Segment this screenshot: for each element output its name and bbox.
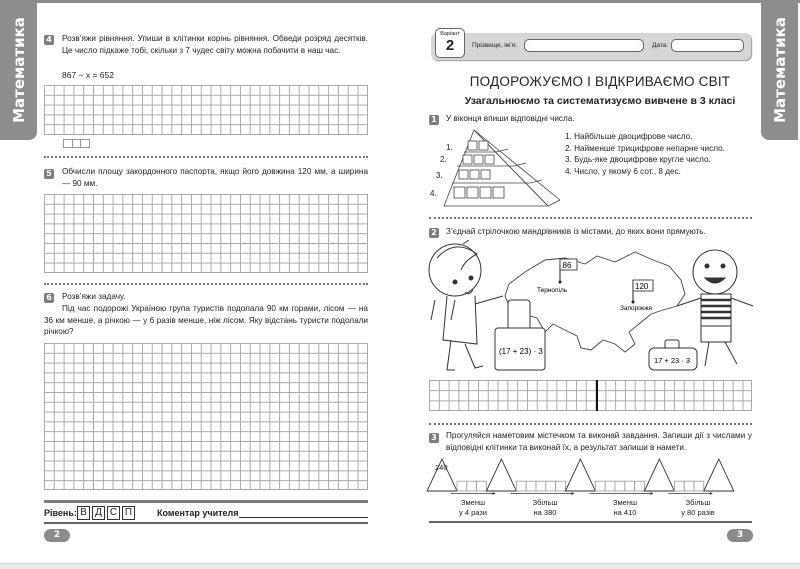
page-number: 2 [44,529,70,542]
task5-text: Обчисли площу закордонного паспорта, якщо його довжина 120 мм, а ширина — 90 мм. [62,167,368,188]
pyramid-level-label: 4. [430,189,437,198]
footer-rule [429,521,752,523]
operation-cell[interactable] [625,481,635,491]
tent-start-value: 240 [435,463,448,472]
variant-label: Варіант [440,31,460,37]
divider [429,423,752,425]
city-name: Тернопіль [537,287,568,294]
pyramid-answer-cell[interactable] [467,187,478,198]
name-field[interactable] [524,39,644,52]
footer-rule [44,500,368,503]
pyramid-answer-cell[interactable] [480,187,491,198]
pyramid-level-label: 2. [440,155,447,164]
subject-tab-label: Математика [770,17,789,123]
teacher-comment-field[interactable] [239,517,368,518]
step-op: Збільш [532,498,558,507]
pyramid-diagram [430,128,560,210]
arrow-head-icon [571,492,574,495]
divider [44,156,368,158]
grid-divider [596,380,598,411]
step-label [600,498,650,517]
task6-answer-grid[interactable] [44,343,368,490]
city-value: 86 [562,261,572,270]
left-page [0,0,400,564]
step-label [673,498,723,517]
task4-equation: 867 − x = 652 [62,70,114,80]
task4-answer-grid[interactable] [44,85,368,135]
pyramid-answer-cell[interactable] [493,187,504,198]
subject-tab-label: Математика [9,17,28,123]
task4-text: Розв’яжи рівняння. Упиши в клітинки корінь рівняння. Обведи розряд десятків. Це число підкаже тобі, скільки з 7 чудес світу можна побачити в наш час. [62,34,368,55]
tent-result-box[interactable] [704,459,734,491]
step-arg: на 380 [533,507,557,517]
subject-tab-left [0,0,37,140]
pyramid-answer-cell[interactable] [459,170,468,179]
pyramid-level-label: 3. [436,171,443,180]
step-label [448,498,498,517]
page-number: 3 [727,529,753,542]
operation-cell[interactable] [546,481,556,491]
task1-item: 3. Будь-яке двоцифрове кругле число. [565,155,711,164]
task2-text: З’єднай стрілочкою мандрівників із містами, до яких вони прямують. [446,227,706,236]
date-field[interactable] [671,39,744,52]
date-label: Дата: [652,42,669,49]
operation-cell[interactable] [635,481,645,491]
city-value: 120 [635,282,649,291]
tent-result-box[interactable] [644,459,674,491]
suitcase-right-illustration [649,340,697,370]
pyramid-answer-cell[interactable] [474,155,483,164]
operation-cell[interactable] [536,481,546,491]
task-number-badge: 3 [429,433,439,443]
tent-chain-diagram [425,455,760,495]
task6-title: Розв’яжи задачу. [62,292,126,301]
arrow-head-icon [492,492,495,495]
operation-cell[interactable] [467,481,477,491]
pyramid-level-label: 1. [446,143,453,152]
arrow-head-icon [710,492,713,495]
name-label: Прізвище, ім’я: [472,42,517,49]
arrow-head-icon [650,492,653,495]
subject-tab-right [761,0,798,140]
level-option-p[interactable]: П [122,506,135,520]
task1-item: 1. Найбільше двоцифрове число. [565,132,693,141]
task6-text: Під час подорожі Україною група туристів подолала 90 км горами, лісом — на 36 км менше, а річкою — у 6 разів менше, ніж лісом. Яку відстань туристи подолали річкою? [44,304,368,336]
step-op: Зменш [460,498,486,507]
operation-cell[interactable] [556,481,566,491]
page-subtitle: Узагальнюємо та систематизуємо вивчене в 3 класі [464,95,736,107]
step-arg: у 4 рази [459,507,487,517]
suitcase-expression: (17 + 23) · 3 [499,347,543,356]
pyramid-answer-cell[interactable] [463,155,472,164]
step-arg: у 80 разів [681,507,715,517]
task-number-badge: 6 [44,293,54,303]
tent-result-box[interactable] [486,459,516,491]
girl-traveler-illustration [429,240,503,370]
operation-cell[interactable] [674,481,684,491]
task2-answer-grid[interactable] [429,380,752,411]
travelers-map-illustration [425,240,760,375]
operation-cell[interactable] [516,481,526,491]
level-option-s[interactable]: С [107,506,120,520]
tent-result-box[interactable] [565,459,595,491]
operation-cell[interactable] [526,481,536,491]
answer-cell[interactable] [80,139,90,148]
operation-cell[interactable] [477,481,487,491]
level-option-d[interactable]: Д [92,506,105,520]
task1-item: 4. Число, у якому 6 сот., 8 дес. [565,166,681,176]
operation-cell[interactable] [684,481,694,491]
task-number-badge: 4 [44,35,54,45]
suitcase-left-illustration [495,300,545,370]
pyramid-answer-cell[interactable] [481,170,490,179]
variant-number: 2 [445,37,455,54]
step-label [520,498,570,517]
pyramid-answer-cell[interactable] [468,141,477,150]
task1-items [565,131,725,177]
task-number-badge: 2 [429,228,439,238]
step-op: Зменш [612,498,638,507]
operation-cell[interactable] [605,481,615,491]
divider [44,283,368,285]
operation-cell[interactable] [615,481,625,491]
pyramid-answer-cell[interactable] [470,170,479,179]
step-op: Збільш [685,498,711,507]
level-option-v[interactable]: В [77,506,90,520]
right-page [400,0,800,564]
task-number-badge: 1 [429,115,439,125]
task-number-badge: 5 [44,169,54,179]
suitcase-expression: 17 + 23 · 3 [654,356,691,365]
footer-rule [44,522,368,524]
divider [429,217,752,219]
operation-cell[interactable] [694,481,704,491]
task4-root-cells[interactable] [63,139,89,148]
pyramid-answer-cell[interactable] [454,187,465,198]
operation-cell[interactable] [457,481,467,491]
task1-item: 2. Найменше трицифрове непарне число. [565,143,725,153]
pyramid-answer-cell[interactable] [485,155,494,164]
task3-text: Прогуляйся наметовим містечком та виконай завдання. Запиши дії з числами у відповідні клітинки та виконай їх, а результат запиши в намети. [446,431,752,452]
variant-badge [435,28,465,58]
task1-text: У віконця впиши відповідні числа. [446,114,575,123]
operation-cell[interactable] [595,481,605,491]
task5-answer-grid[interactable] [44,194,368,273]
city-name: Запоріжжя [620,305,652,312]
level-label: Рівень: [44,508,77,518]
page-title: ПОДОРОЖУЄМО І ВІДКРИВАЄМО СВІТ [469,74,731,89]
step-arg: на 410 [613,507,637,517]
pyramid-answer-cell[interactable] [479,141,488,150]
teacher-comment-label: Коментар учителя [157,508,239,518]
